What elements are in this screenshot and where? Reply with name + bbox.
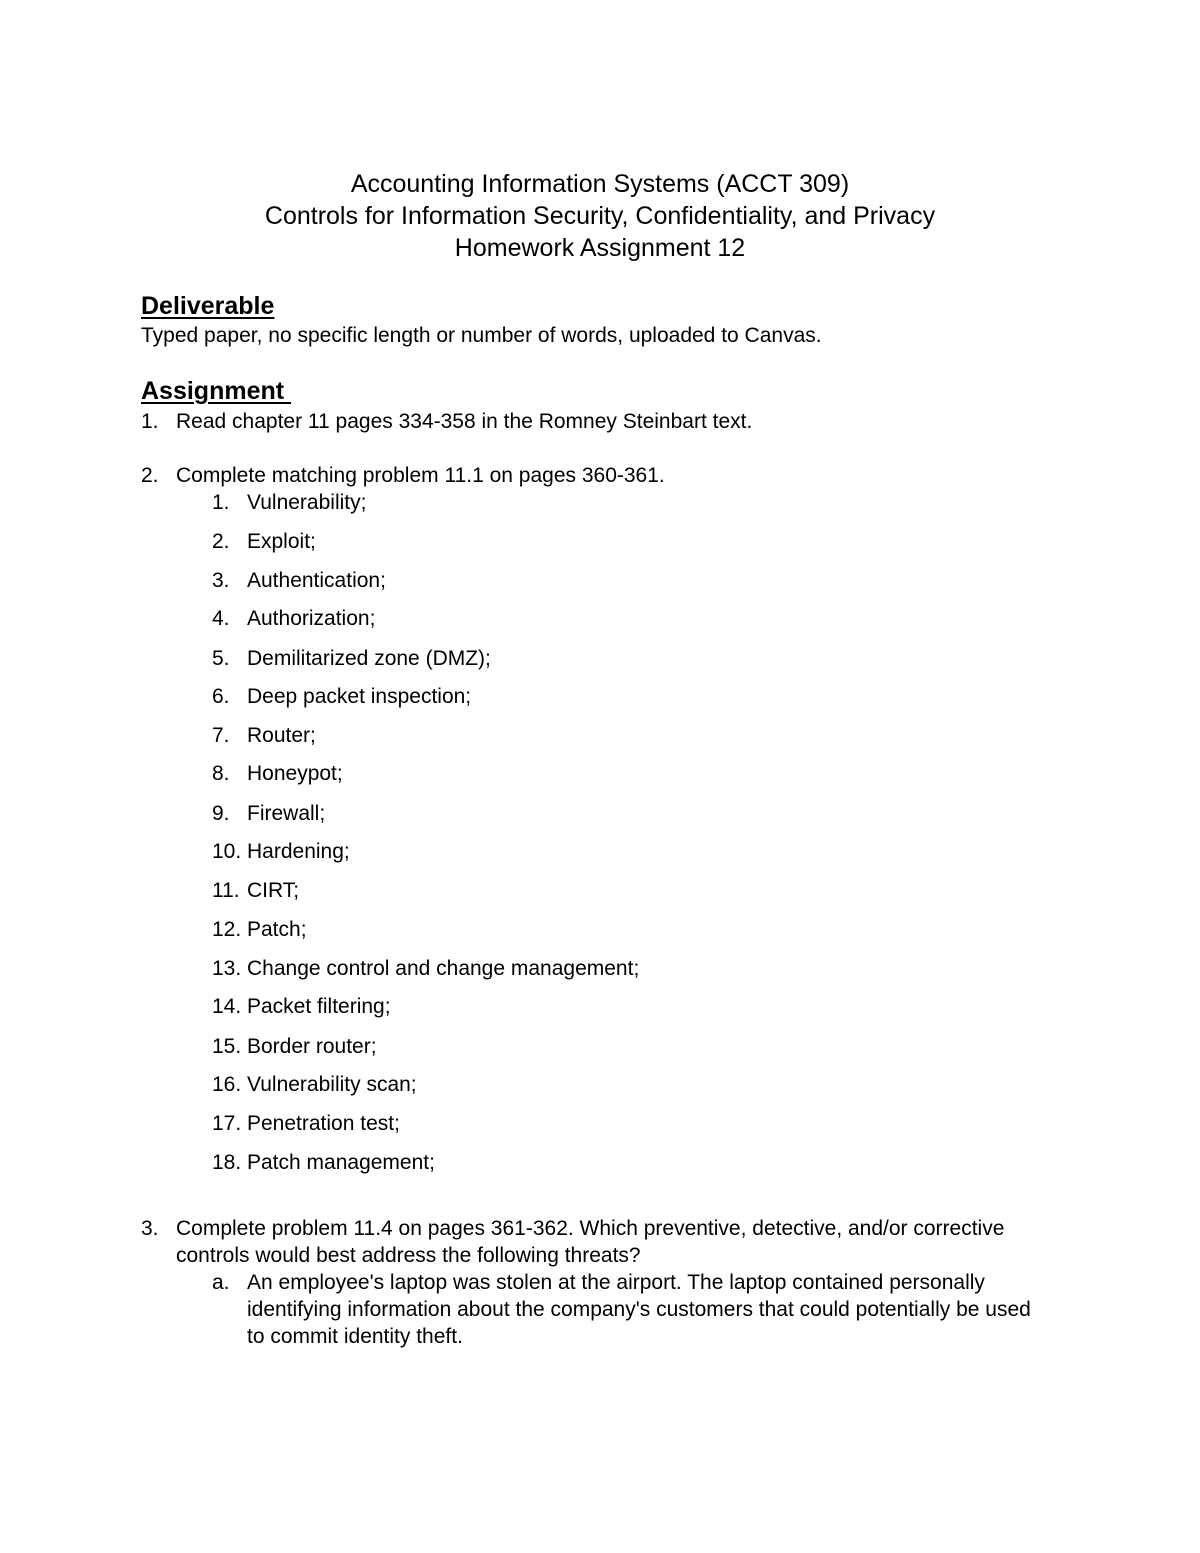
topic-title: Controls for Information Security, Confidentiality, and Privacy <box>264 202 936 230</box>
course-title: Accounting Information Systems (ACCT 309) <box>350 170 850 198</box>
assignment-item-number: 1. <box>141 410 159 433</box>
term-number: 2. <box>212 530 230 553</box>
term-text: Vulnerability; <box>247 491 367 514</box>
assignment-item-text: Complete problem 11.4 on pages 361-362. Which preventive, detective, and/or corrective controls would best address the following threats? <box>176 1217 1005 1267</box>
term-number: 17. <box>212 1112 242 1135</box>
term-text: Demilitarized zone (DMZ); <box>247 647 491 670</box>
term-text: Border router; <box>247 1035 377 1058</box>
assignment-item-text: Complete matching problem 11.1 on pages 360-361. <box>176 464 665 487</box>
term-number: 8. <box>212 762 230 785</box>
deliverable-heading: Deliverable <box>141 292 275 320</box>
assignment-title: Homework Assignment 12 <box>454 234 746 262</box>
term-number: 1. <box>212 491 230 514</box>
term-text: Change control and change management; <box>247 957 640 980</box>
term-number: 4. <box>212 607 230 630</box>
term-number: 14. <box>212 995 242 1018</box>
term-text: Firewall; <box>247 802 326 825</box>
term-text: Authorization; <box>247 607 376 630</box>
term-text: Packet filtering; <box>247 995 391 1018</box>
term-number: 9. <box>212 802 230 825</box>
term-text: Honeypot; <box>247 762 343 785</box>
deliverable-text: Typed paper, no specific length or number of words, uploaded to Canvas. <box>141 324 822 347</box>
term-number: 7. <box>212 724 230 747</box>
threat-text: An employee's laptop was stolen at the airport. The laptop contained personally identifying information about the company's customers that could potentially be used to commit identity theft. <box>247 1271 1031 1348</box>
term-text: Exploit; <box>247 530 316 553</box>
assignment-item-number: 3. <box>141 1217 159 1240</box>
term-text: Patch; <box>247 918 307 941</box>
term-number: 15. <box>212 1035 242 1058</box>
term-text: Patch management; <box>247 1151 435 1174</box>
term-number: 3. <box>212 569 230 592</box>
term-text: Deep packet inspection; <box>247 685 472 708</box>
term-text: CIRT; <box>247 879 300 902</box>
term-number: 13. <box>212 957 242 980</box>
term-number: 5. <box>212 647 230 670</box>
term-number: 16. <box>212 1073 242 1096</box>
term-text: Vulnerability scan; <box>247 1073 417 1096</box>
term-text: Penetration test; <box>247 1112 400 1135</box>
term-number: 18. <box>212 1151 242 1174</box>
term-number: 6. <box>212 685 230 708</box>
term-number: 11. <box>212 879 240 902</box>
assignment-heading: Assignment <box>141 377 292 405</box>
term-text: Hardening; <box>247 840 350 863</box>
term-number: 10. <box>212 840 242 863</box>
threat-letter: a. <box>212 1271 230 1294</box>
term-text: Authentication; <box>247 569 386 592</box>
term-text: Router; <box>247 724 316 747</box>
term-number: 12. <box>212 918 242 941</box>
assignment-item-text: Read chapter 11 pages 334-358 in the Romney Steinbart text. <box>176 410 753 433</box>
assignment-item-number: 2. <box>141 464 159 487</box>
